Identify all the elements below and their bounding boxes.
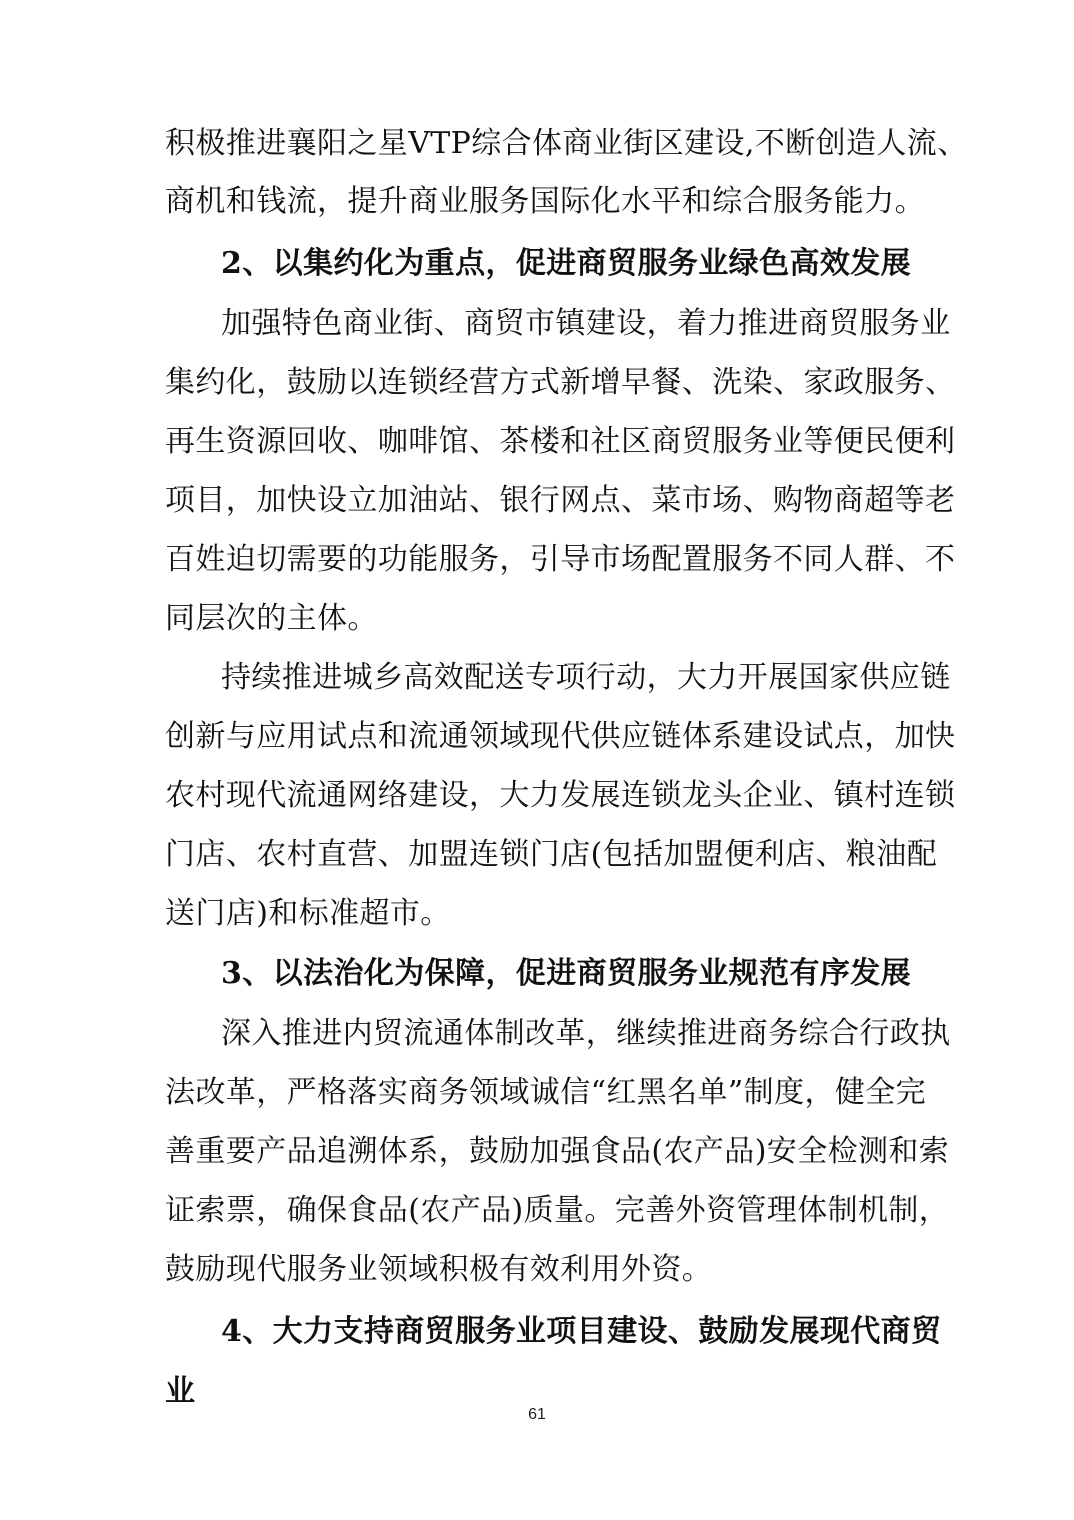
text-line-19: 证索票，确保食品(农产品)质量。完善外资管理体制机制， [165, 1193, 950, 1228]
text-line-17: 法改革，严格落实商务领域诚信“红黑名单”制度，健全完 [165, 1075, 927, 1110]
text-line-13: 门店、农村直营、加盟连锁门店(包括加盟便利店、粮油配 [165, 837, 938, 872]
text-line-1: 积极推进襄阳之星VTP综合体商业街区建设,不断创造人流、 [165, 126, 968, 161]
text-line-6: 再生资源回收、咖啡馆、茶楼和社区商贸服务业等便民便利 [165, 424, 956, 459]
text-line-12: 农村现代流通网络建设，大力发展连锁龙头企业、镇村连锁 [165, 778, 956, 813]
section-heading-2: 2、以集约化为重点，促进商贸服务业绿色高效发展 [221, 246, 912, 281]
text-line-5: 集约化，鼓励以连锁经营方式新增早餐、洗染、家政服务、 [165, 365, 956, 400]
text-line-2: 商机和钱流，提升商业服务国际化水平和综合服务能力。 [165, 184, 925, 219]
section-heading-3: 3、以法治化为保障，促进商贸服务业规范有序发展 [221, 956, 912, 991]
text-line-7: 项目，加快设立加油站、银行网点、菜市场、购物商超等老 [165, 483, 956, 518]
text-line-11: 创新与应用试点和流通领域现代供应链体系建设试点，加快 [165, 719, 956, 754]
section-heading-4-continued: 业 [165, 1374, 196, 1409]
section-heading-4: 4、大力支持商贸服务业项目建设、鼓励发展现代商贸 [221, 1314, 942, 1349]
text-line-20: 鼓励现代服务业领域积极有效利用外资。 [165, 1252, 713, 1287]
text-line-16: 深入推进内贸流通体制改革，继续推进商务综合行政执 [221, 1016, 951, 1051]
text-line-9: 同层次的主体。 [165, 601, 378, 636]
text-line-4: 加强特色商业街、商贸市镇建设，着力推进商贸服务业 [221, 306, 951, 341]
text-line-10: 持续推进城乡高效配送专项行动，大力开展国家供应链 [221, 660, 951, 695]
text-line-18: 善重要产品追溯体系，鼓励加强食品(农产品)安全检测和索 [165, 1134, 950, 1169]
page-number: 61 [528, 1406, 546, 1423]
text-line-14: 送门店)和标准超市。 [165, 896, 451, 931]
text-line-8: 百姓迫切需要的功能服务，引导市场配置服务不同人群、不 [165, 542, 956, 577]
